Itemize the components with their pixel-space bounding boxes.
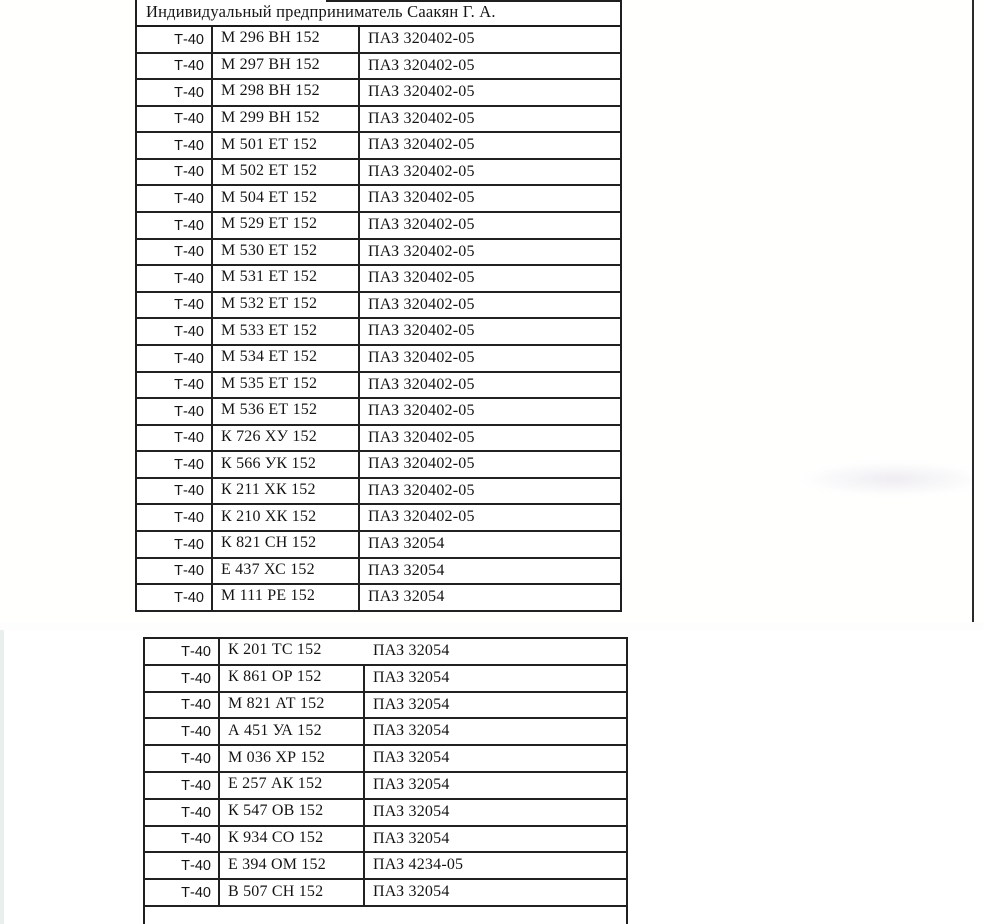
license-plate-cell: М 297 ВН 152 [213,54,360,79]
table-row [145,639,626,666]
route-number-cell: Т-40 [137,426,213,451]
table-body-page2 [145,639,626,907]
route-number-cell: Т-40 [145,800,220,825]
table-row [137,452,620,479]
license-plate-cell: М 533 ЕТ 152 [213,319,360,344]
table-row [137,585,620,612]
bus-model-cell: ПАЗ 320402-05 [368,481,475,499]
table-row [137,213,620,240]
table-row [137,107,620,134]
license-plate-cell: А 451 УА 152 [220,719,365,744]
license-plate-cell: К 934 СО 152 [220,827,365,852]
route-number-cell: Т-40 [145,693,220,718]
route-number-cell: Т-40 [137,399,213,424]
table-row [145,800,626,827]
license-plate-cell: М 821 АТ 152 [220,693,365,718]
bus-model-cell: ПАЗ 320402-05 [368,56,475,74]
table-row [137,293,620,320]
table-row [145,746,626,773]
bus-model-cell: ПАЗ 4234-05 [373,856,464,874]
license-plate-cell: М 531 ЕТ 152 [213,266,360,291]
license-plate-cell: М 036 ХР 152 [220,746,365,771]
license-plate-cell: М 534 ЕТ 152 [213,346,360,371]
license-plate-cell: М 296 ВН 152 [213,27,360,52]
ink-bleed-smudge [800,462,970,496]
route-number-cell: Т-40 [137,213,213,238]
bus-model-cell: ПАЗ 32054 [368,534,445,552]
bus-model-cell: ПАЗ 32054 [373,883,450,901]
license-plate-cell: М 111 РЕ 152 [213,585,360,610]
bus-model-cell: ПАЗ 320402-05 [368,83,475,101]
table-body-page1 [137,27,620,612]
license-plate-cell: К 726 ХУ 152 [213,426,360,451]
license-plate-cell: К 861 ОР 152 [220,666,365,691]
bus-model-cell: ПАЗ 320402-05 [368,216,475,234]
table-row [137,426,620,453]
route-number-cell: Т-40 [137,505,213,530]
bus-model-cell: ПАЗ 320402-05 [368,30,475,47]
table-row [137,80,620,107]
license-plate-cell: М 298 ВН 152 [213,80,360,105]
table-header-row [137,0,620,27]
table-row [145,853,626,880]
entrepreneur-header-label: Индивидуальный предприниматель Саакян Г. А. [146,2,496,21]
bus-model-cell: ПАЗ 32054 [373,642,450,659]
bus-model-cell: ПАЗ 320402-05 [368,348,475,366]
table-row [137,240,620,267]
bus-model-cell: ПАЗ 320402-05 [368,322,475,340]
route-number-cell: Т-40 [137,160,213,185]
table-row [145,880,626,907]
license-plate-cell: Е 394 ОМ 152 [220,853,365,878]
table-row [137,532,620,559]
license-plate-cell: К 210 ХК 152 [213,505,360,530]
route-number-cell: Т-40 [145,773,220,798]
table-row [137,266,620,293]
route-number-cell: Т-40 [137,373,213,398]
license-plate-cell: М 536 ЕТ 152 [213,399,360,424]
bus-model-cell: ПАЗ 320402-05 [368,269,475,287]
route-number-cell: Т-40 [137,585,213,610]
license-plate-cell: Е 257 АК 152 [220,773,365,798]
bus-model-cell: ПАЗ 320402-05 [368,375,475,393]
route-number-cell: Т-40 [137,107,213,132]
table-row [145,773,626,800]
table-row [137,186,620,213]
table-row [137,27,620,54]
table-row [137,160,620,187]
license-plate-cell: М 530 ЕТ 152 [213,240,360,265]
route-number-cell: Т-40 [137,532,213,557]
license-plate-cell: М 504 ЕТ 152 [213,186,360,211]
bus-model-cell: ПАЗ 320402-05 [368,189,475,207]
route-number-cell: Т-40 [145,853,220,878]
route-number-cell: Т-40 [137,452,213,477]
route-number-cell: Т-40 [137,319,213,344]
table-row [145,693,626,720]
route-number-cell: Т-40 [145,880,220,905]
table-row [137,399,620,426]
bus-model-cell: ПАЗ 320402-05 [368,136,475,154]
bus-model-cell: ПАЗ 32054 [373,775,450,793]
table-row [137,319,620,346]
table-row [145,666,626,693]
table-row [137,505,620,532]
bus-model-cell: ПАЗ 320402-05 [368,402,475,420]
license-plate-cell: К 211 ХК 152 [213,479,360,504]
bus-model-cell: ПАЗ 320402-05 [368,428,475,446]
bus-model-cell: ПАЗ 320402-05 [368,295,475,313]
vehicle-table-page2 [143,637,628,924]
license-plate-cell: К 201 ТС 152 [228,641,322,659]
route-number-cell: Т-40 [145,719,220,744]
table-row [137,346,620,373]
license-plate-cell: К 547 ОВ 152 [220,800,365,825]
bus-model-cell: ПАЗ 32054 [373,802,450,820]
route-number-cell: Т-40 [137,186,213,211]
document-page-2 [0,630,983,924]
vehicle-table-page1 [135,0,622,612]
route-number-cell: Т-40 [145,746,220,771]
license-plate-cell: М 299 ВН 152 [213,107,360,132]
partial-cutoff-row [145,907,626,924]
bus-model-cell: ПАЗ 32054 [373,722,450,740]
route-number-cell: Т-40 [145,827,220,852]
bus-model-cell: ПАЗ 32054 [373,829,450,847]
table-row [137,133,620,160]
route-number-cell: Т-40 [145,639,220,664]
license-plate-cell: М 501 ЕТ 152 [213,133,360,158]
license-plate-cell: К 821 СН 152 [213,532,360,557]
bus-model-cell: ПАЗ 320402-05 [368,455,475,473]
page-edge-line [972,0,974,622]
bus-model-cell: ПАЗ 32054 [368,588,445,606]
route-number-cell: Т-40 [137,240,213,265]
table-row [145,827,626,854]
license-plate-cell: М 532 ЕТ 152 [213,293,360,318]
route-number-cell: Т-40 [145,666,220,691]
table-row [145,719,626,746]
route-number-cell: Т-40 [137,80,213,105]
bus-model-cell: ПАЗ 320402-05 [368,242,475,260]
route-number-cell: Т-40 [137,346,213,371]
bus-model-cell: ПАЗ 320402-05 [368,508,475,526]
table-row [137,559,620,586]
route-number-cell: Т-40 [137,133,213,158]
bus-model-cell: ПАЗ 320402-05 [368,162,475,180]
route-number-cell: Т-40 [137,27,213,52]
route-number-cell: Т-40 [137,293,213,318]
license-plate-cell: М 502 ЕТ 152 [213,160,360,185]
route-number-cell: Т-40 [137,54,213,79]
license-plate-cell: Е 437 ХС 152 [213,559,360,584]
table-row [137,479,620,506]
bus-model-cell: ПАЗ 32054 [368,561,445,579]
route-number-cell: Т-40 [137,559,213,584]
bus-model-cell: ПАЗ 32054 [373,668,450,686]
license-plate-cell: М 529 ЕТ 152 [213,213,360,238]
license-plate-cell: К 566 УК 152 [213,452,360,477]
table-row [137,54,620,81]
route-number-cell: Т-40 [137,479,213,504]
page-edge-shadow [0,630,4,924]
bus-model-cell: ПАЗ 320402-05 [368,109,475,127]
license-plate-cell: М 535 ЕТ 152 [213,373,360,398]
license-plate-cell: В 507 СН 152 [220,880,365,905]
table-row [137,373,620,400]
bus-model-cell: ПАЗ 32054 [373,749,450,767]
route-number-cell: Т-40 [137,266,213,291]
bus-model-cell: ПАЗ 32054 [373,695,450,713]
